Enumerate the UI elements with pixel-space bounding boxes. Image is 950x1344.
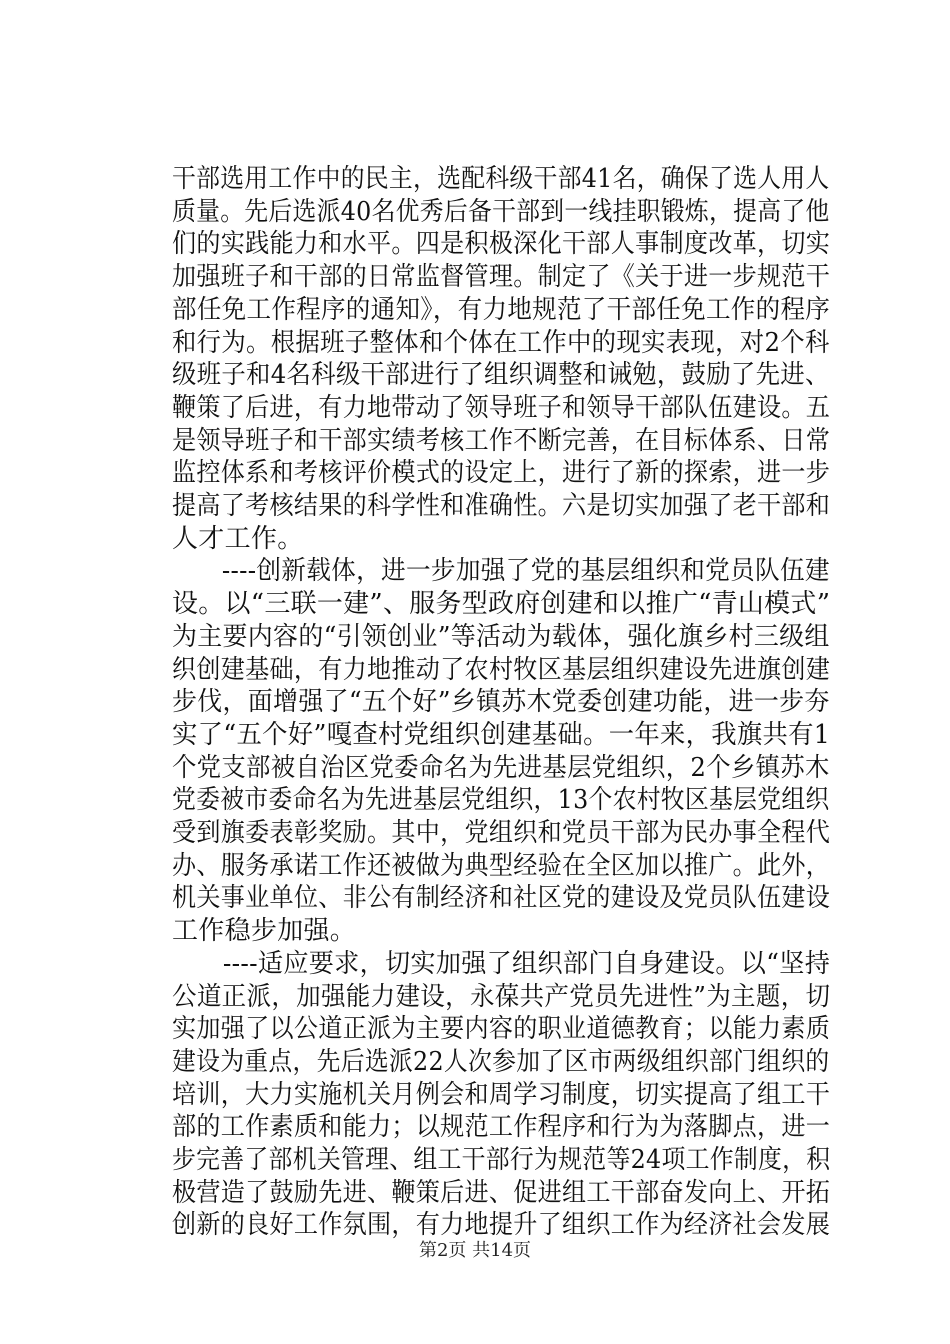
text-line: 创新的良好工作氛围，有力地提升了组织工作为经济社会发展	[172, 1210, 831, 1241]
text-line: 和行为。根据班子整体和个体在工作中的现实表现，对2个科	[172, 327, 830, 358]
text-line: 部任免工作程序的通知》，有力地规范了干部任免工作的程序	[172, 294, 831, 325]
text-line: 监控体系和考核评价模式的设定上，进行了新的探索，进一步	[172, 458, 831, 489]
text-line: 党委被市委命名为先进基层党组织，13个农村牧区基层党组织	[172, 785, 830, 816]
text-line: 建设为重点，先后选派22人次参加了区市两级组织部门组织的	[172, 1046, 830, 1077]
text-line: 部的工作素质和能力；以规范工作程序和行为为落脚点，进一	[172, 1112, 831, 1143]
text-line: ----适应要求，切实加强了组织部门自身建设。以“坚持	[172, 948, 831, 979]
text-line: 实加强了以公道正派为主要内容的职业道德教育；以能力素质	[172, 1014, 831, 1045]
text-line: 极营造了鼓励先进、鞭策后进、促进组工干部奋发向上、开拓	[172, 1177, 831, 1208]
text-line: 加强班子和干部的日常监督管理。制定了《关于进一步规范干	[172, 262, 831, 293]
text-line: 培训，大力实施机关月例会和周学习制度，切实提高了组工干	[172, 1079, 831, 1110]
text-line: 机关事业单位、非公有制经济和社区党的建设及党员队伍建设	[172, 883, 831, 914]
text-line: ----创新载体，进一步加强了党的基层组织和党员队伍建	[172, 556, 830, 587]
page-footer: 第2页 共14页	[418, 1240, 532, 1261]
text-line: 公道正派，加强能力建设，永葆共产党员先进性”为主题，切	[172, 981, 831, 1012]
text-line: 提高了考核结果的科学性和准确性。六是切实加强了老干部和	[172, 491, 831, 521]
text-line: 办、服务承诺工作还被做为典型经验在全区加以推广。此外，	[172, 850, 831, 881]
text-line: 质量。先后选派40名优秀后备干部到一线挂职锻炼，提高了他	[172, 196, 830, 227]
text-line: 级班子和4名科级干部进行了组织调整和诫勉，鼓励了先进、	[172, 360, 830, 391]
text-line: 受到旗委表彰奖励。其中，党组织和党员干部为民办事全程代	[172, 818, 831, 848]
text-line: 是领导班子和干部实绩考核工作不断完善，在目标体系、日常	[172, 425, 831, 456]
text-line: 们的实践能力和水平。四是积极深化干部人事制度改革，切实	[172, 229, 831, 260]
text-line: 设。以“三联一建”、服务型政府创建和以推广“青山模式”	[172, 589, 831, 620]
text-line: 织创建基础，有力地推动了农村牧区基层组织建设先进旗创建	[172, 654, 831, 685]
text-line: 步完善了部机关管理、组工干部行为规范等24项工作制度，积	[172, 1145, 831, 1175]
text-line: 个党支部被自治区党委命名为先进基层党组织，2个乡镇苏木	[172, 752, 830, 783]
text-line: 鞭策了后进，有力地带动了领导班子和领导干部队伍建设。五	[172, 392, 831, 423]
text-line: 工作稳步加强。	[172, 916, 357, 947]
text-line: 干部选用工作中的民主，选配科级干部41名，确保了选人用人	[172, 164, 830, 194]
text-line: 为主要内容的“引领创业”等活动为载体，强化旗乡村三级组	[172, 621, 830, 652]
text-line: 步伐，面增强了“五个好”乡镇苏木党委创建功能，进一步夯	[172, 687, 830, 718]
text-line: 实了“五个好”嘎查村党组织创建基础。一年来，我旗共有1	[172, 719, 831, 750]
text-line: 人才工作。	[172, 523, 304, 554]
